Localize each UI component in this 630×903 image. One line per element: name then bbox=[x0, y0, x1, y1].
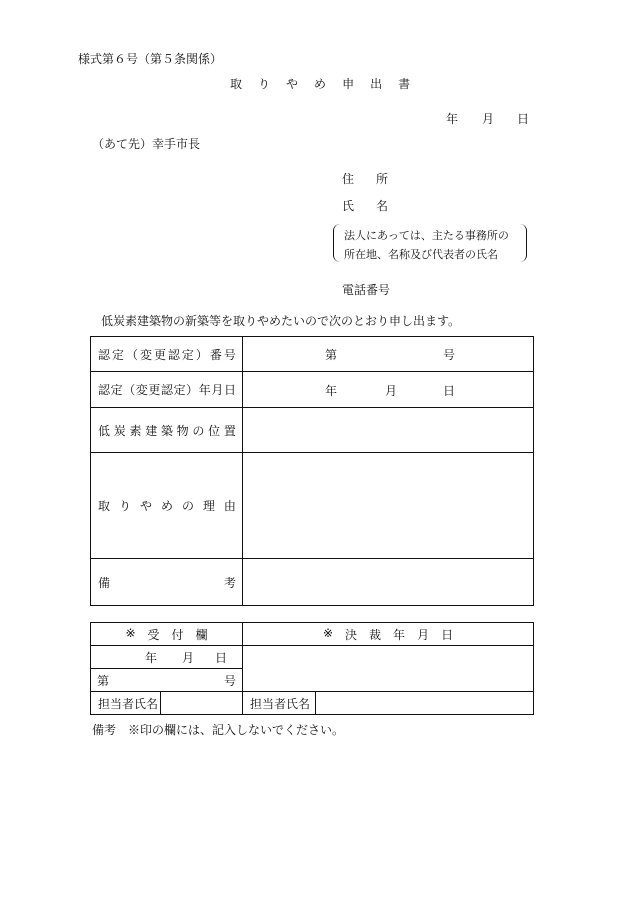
corporate-note-line2: 所在地、名称及び代表者の氏名 bbox=[344, 248, 498, 261]
decision-date-field[interactable] bbox=[243, 646, 534, 692]
footnote: 備考 ※印の欄には、記入しないでください。 bbox=[92, 723, 345, 737]
decision-person-field[interactable] bbox=[316, 692, 534, 715]
table-row bbox=[91, 623, 534, 646]
phone-label: 電話番号 bbox=[342, 283, 391, 297]
title-char: 取 bbox=[230, 77, 243, 91]
intro-text: 低炭素建築物の新築等を取りやめたいので次のとおり申し出ます。 bbox=[101, 314, 461, 328]
table-row bbox=[91, 337, 534, 372]
office-use-table bbox=[90, 622, 534, 715]
receipt-person-field[interactable] bbox=[161, 692, 243, 715]
remarks-label: 備 考 bbox=[91, 559, 243, 606]
table-row bbox=[91, 646, 534, 669]
certification-date-label: 認 定 （ 変 更 認 定 ） 年 月 日 bbox=[91, 372, 243, 408]
table-row bbox=[91, 372, 534, 408]
date-day: 日 bbox=[517, 112, 530, 126]
certification-date-field[interactable]: 年 月 日 bbox=[243, 372, 534, 408]
decision-date-header: ※ 決 裁 年 月 日 bbox=[243, 623, 534, 646]
building-location-label: 低 炭 素 建 築 物 の 位 置 bbox=[91, 408, 243, 453]
document-title bbox=[230, 75, 410, 92]
title-char: や bbox=[286, 77, 299, 91]
decision-person-label: 担当者氏名 bbox=[243, 692, 316, 715]
name-label: 氏 名 bbox=[342, 199, 389, 213]
receipt-number-field[interactable]: 第 号 bbox=[91, 669, 243, 692]
address-label: 住 所 bbox=[342, 172, 389, 186]
remarks-field[interactable] bbox=[243, 559, 534, 606]
main-form-table bbox=[90, 336, 534, 606]
building-location-field[interactable] bbox=[243, 408, 534, 453]
certification-number-field[interactable]: 第 号 bbox=[243, 337, 534, 372]
receipt-person-label: 担当者氏名 bbox=[91, 692, 161, 715]
title-char: 書 bbox=[398, 77, 411, 91]
table-row bbox=[91, 559, 534, 606]
table-row bbox=[91, 453, 534, 559]
date-month: 月 bbox=[482, 112, 495, 126]
addressee: （あて先）幸手市長 bbox=[92, 137, 201, 151]
certification-number-label: 認 定 （ 変 更 認 定 ） 番 号 bbox=[91, 337, 243, 372]
title-char: り bbox=[258, 77, 271, 91]
withdrawal-reason-label: 取 り や め の 理 由 bbox=[91, 453, 243, 559]
title-char: め bbox=[314, 77, 327, 91]
receipt-header: ※ 受 付 欄 bbox=[91, 623, 243, 646]
title-char: 申 bbox=[342, 77, 355, 91]
table-row bbox=[91, 408, 534, 453]
withdrawal-reason-field[interactable] bbox=[243, 453, 534, 559]
date-year: 年 bbox=[446, 112, 459, 126]
corporate-note-line1: 法人にあっては、主たる事務所の bbox=[344, 229, 509, 242]
table-row bbox=[91, 692, 534, 715]
form-number: 様式第６号（第５条関係） bbox=[78, 52, 223, 66]
receipt-date-field[interactable]: 年 月 日 bbox=[91, 646, 243, 669]
title-char: 出 bbox=[370, 77, 383, 91]
